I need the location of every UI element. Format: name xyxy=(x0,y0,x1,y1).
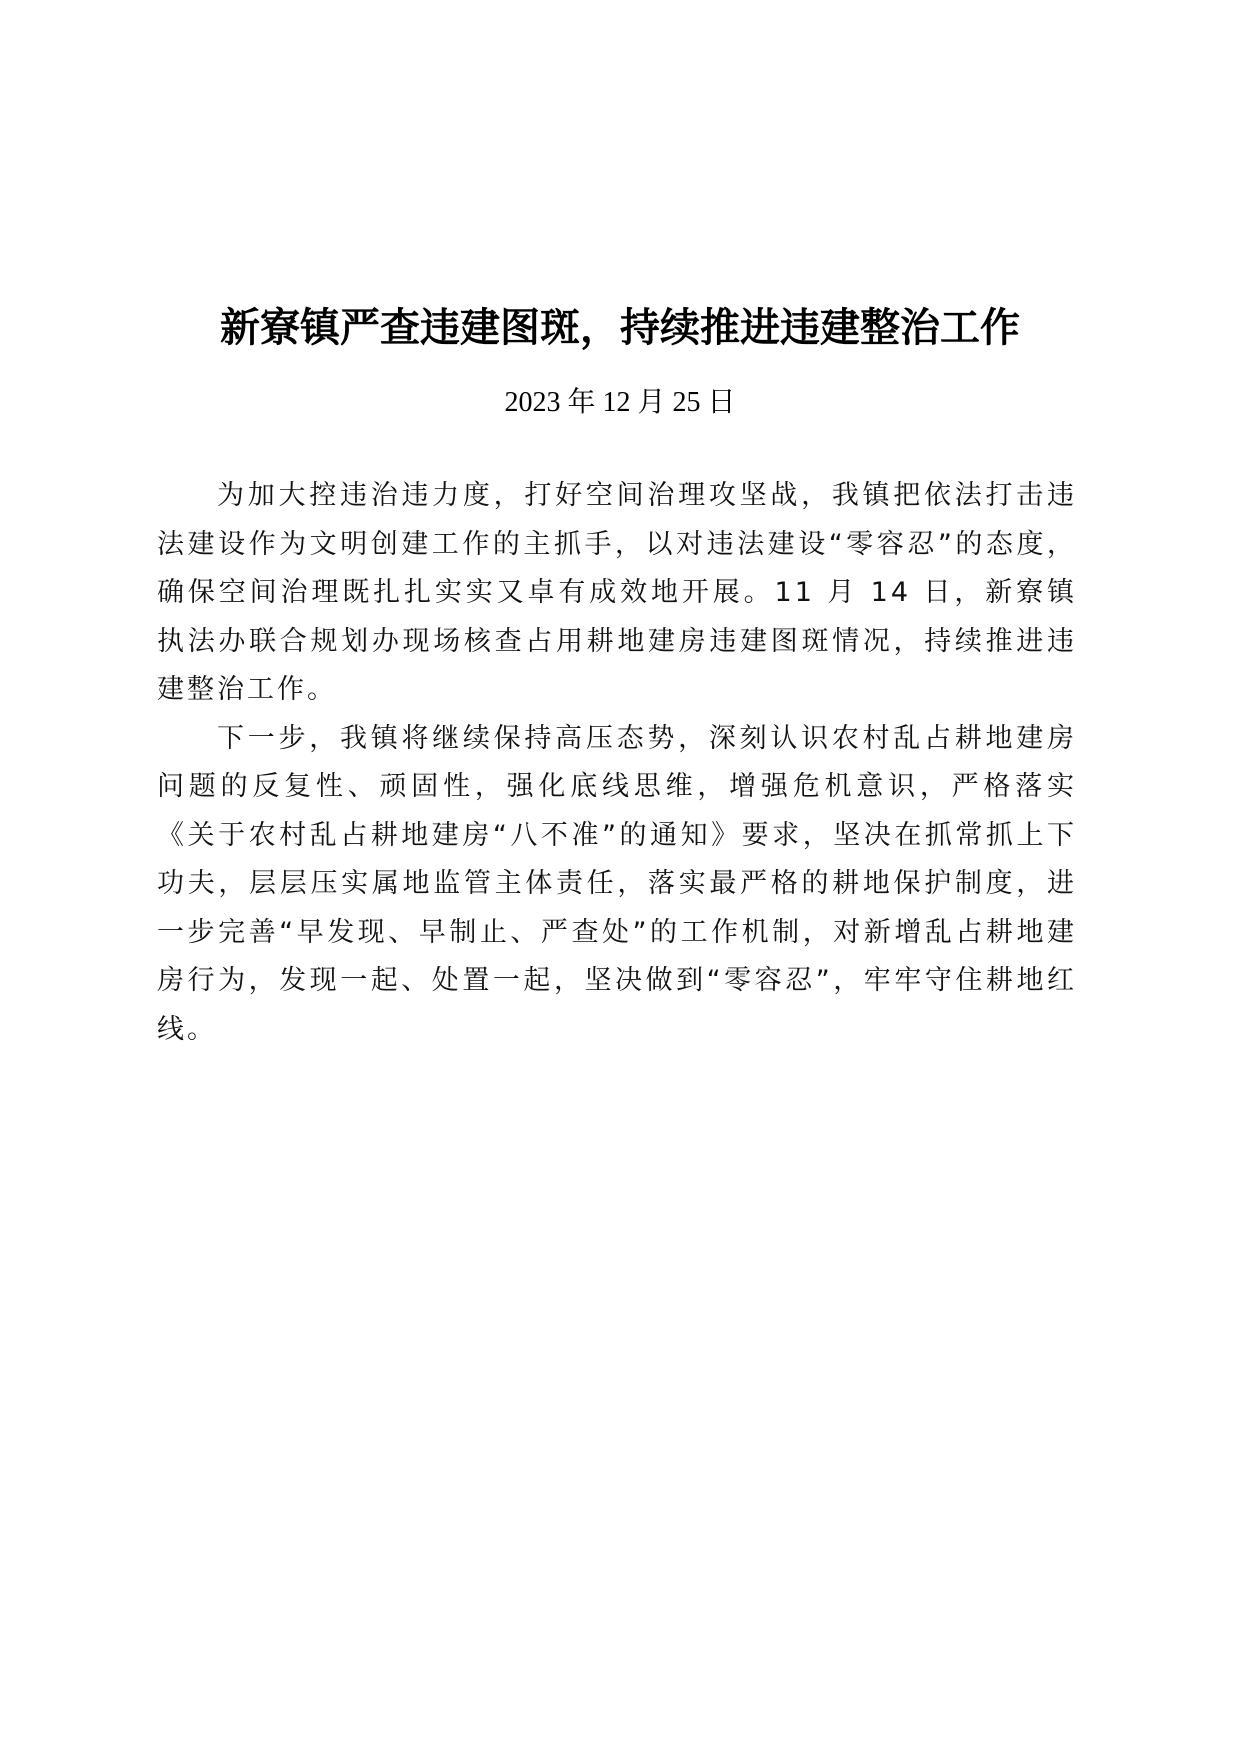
document-title: 新寮镇严查违建图斑，持续推进违建整治工作 xyxy=(220,304,1020,351)
paragraph-1: 为加大控违治违力度，打好空间治理攻坚战，我镇把依法打击违法建设作为文明创建工作的主抓手，以对违法建设“零容忍”的态度，确保空间治理既扎扎实实又卓有成效地开展。11 月 14 日，新寮镇执法办联合规划办现场核查占用耕地建房违建图斑情况，持续推进违建整治工作。 xyxy=(157,480,1077,705)
document-date: 2023 年 12 月 25 日 xyxy=(504,387,736,418)
paragraph-2: 下一步，我镇将继续保持高压态势，深刻认识农村乱占耕地建房问题的反复性、顽固性，强化底线思维，增强危机意识，严格落实《关于农村乱占耕地建房“八不准”的通知》要求，坚决在抓常抓上下功夫，层层压实属地监管主体责任，落实最严格的耕地保护制度，进一步完善“早发现、早制止、严查处”的工作机制，对新增乱占耕地建房行为，发现一起、处置一起，坚决做到“零容忍”，牢牢守住耕地红线。 xyxy=(157,722,1077,1045)
document-body xyxy=(157,472,1077,1054)
